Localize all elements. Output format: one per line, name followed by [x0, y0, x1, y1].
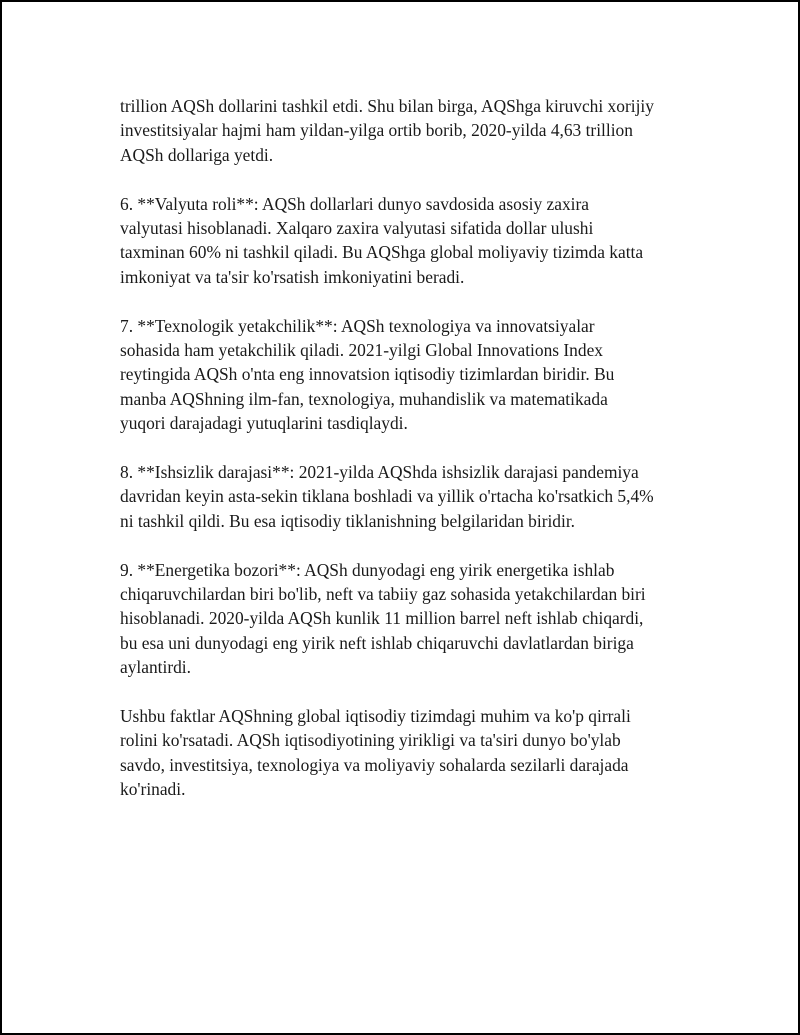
- text-line: savdo, investitsiya, texnologiya va moliyaviy sohalarda sezilarli darajada: [120, 754, 629, 775]
- text-line: valyutasi hisoblanadi. Xalqaro zaxira valyutasi sifatida dollar ulushi: [120, 218, 594, 239]
- paragraph-technology-leadership: [120, 314, 700, 436]
- text-line: reytingida AQSh o'nta eng innovatsion iqtisodiy tizimlardan biridir. Bu: [120, 364, 615, 385]
- text-line: trillion AQSh dollarini tashkil etdi. Shu bilan birga, AQShga kiruvchi xorijiy: [120, 96, 654, 116]
- text-line: investitsiyalar hajmi ham yildan-yilga ortib borib, 2020-yilda 4,63 trillion: [120, 120, 633, 141]
- text-line: 9. **Energetika bozori**: AQSh dunyodagi eng yirik energetika ishlab: [120, 559, 615, 580]
- text-line: aylantirdi.: [120, 657, 191, 678]
- text-line: davridan keyin asta-sekin tiklana boshladi va yillik o'rtacha ko'rsatkich 5,4%: [120, 486, 654, 507]
- text-line: bu esa uni dunyodagi eng yirik neft ishlab chiqaruvchi davlatlardan biriga: [120, 632, 634, 653]
- text-line: rolini ko'rsatadi. AQSh iqtisodiyotining yirikligi va ta'siri dunyo bo'ylab: [120, 730, 621, 751]
- text-line: yuqori darajadagi yutuqlarini tasdiqlaydi.: [120, 413, 408, 434]
- text-line: imkoniyat va ta'sir ko'rsatish imkoniyatini beradi.: [120, 266, 465, 287]
- text-line: 8. **Ishsizlik darajasi**: 2021-yilda AQShda ishsizlik darajasi pandemiya: [120, 462, 639, 483]
- text-line: ni tashkil qildi. Bu esa iqtisodiy tiklanishning belgilaridan biridir.: [120, 510, 576, 531]
- text-line: hisoblanadi. 2020-yilda AQSh kunlik 11 million barrel neft ishlab chiqardi,: [120, 608, 644, 629]
- paragraph-investment-continuation: [120, 94, 700, 167]
- document-body: [120, 94, 700, 826]
- text-line: 7. **Texnologik yetakchilik**: AQSh texnologiya va innovatsiyalar: [120, 315, 595, 336]
- text-line: AQSh dollariga yetdi.: [120, 144, 274, 165]
- paragraph-currency-role: [120, 192, 700, 290]
- text-line: manba AQShning ilm-fan, texnologiya, muhandislik va matematikada: [120, 388, 608, 409]
- text-line: 6. **Valyuta roli**: AQSh dollarlari dunyo savdosida asosiy zaxira: [120, 193, 589, 214]
- text-line: taxminan 60% ni tashkil qiladi. Bu AQShga global moliyaviy tizimda katta: [120, 242, 644, 263]
- text-line: ko'rinadi.: [120, 779, 186, 800]
- paragraph-conclusion: [120, 704, 700, 802]
- text-line: chiqaruvchilardan biri bo'lib, neft va tabiiy gaz sohasida yetakchilardan biri: [120, 584, 646, 605]
- text-line: Ushbu faktlar AQShning global iqtisodiy tizimdagi muhim va ko'p qirrali: [120, 706, 631, 727]
- paragraph-unemployment: [120, 460, 700, 533]
- paragraph-energy-market: [120, 558, 700, 680]
- text-line: sohasida ham yetakchilik qiladi. 2021-yilgi Global Innovations Index: [120, 340, 603, 361]
